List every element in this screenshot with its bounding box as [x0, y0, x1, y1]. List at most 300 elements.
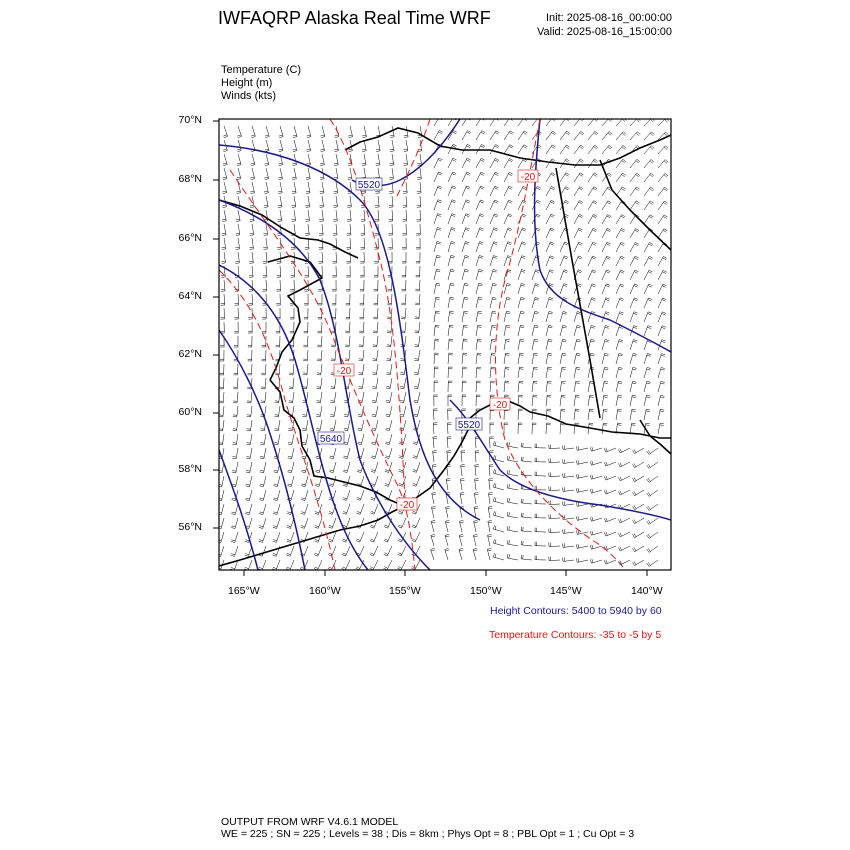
wind-barb — [448, 158, 456, 168]
wind-barb — [246, 434, 252, 445]
wind-barb — [590, 517, 602, 521]
wind-barb — [590, 447, 602, 451]
coastline-canada — [600, 160, 671, 250]
wind-barb — [345, 336, 350, 347]
wind-barb — [233, 420, 238, 431]
lon-label: 150°W — [470, 585, 502, 597]
wind-barb — [476, 269, 483, 280]
wind-barb — [462, 255, 469, 266]
wind-barb — [588, 228, 597, 238]
wind-barb — [288, 434, 294, 445]
wind-barb — [236, 182, 240, 194]
wind-barb — [489, 465, 493, 476]
wind-barb — [320, 154, 324, 166]
wind-barb — [493, 441, 504, 448]
wind-barb — [356, 504, 364, 514]
wind-barb — [504, 158, 513, 168]
wind-barb — [574, 200, 583, 210]
wind-barb — [647, 532, 658, 538]
wind-barb — [279, 140, 283, 152]
wind-barb — [658, 367, 665, 378]
wind-barb — [504, 367, 509, 378]
wind-barb — [602, 145, 612, 154]
wind-barb — [546, 325, 553, 336]
wind-barb — [417, 196, 421, 207]
wind-barb — [521, 499, 532, 504]
wind-barb — [330, 378, 336, 389]
wind-barb — [546, 381, 551, 392]
wind-barb — [217, 504, 224, 515]
wind-barb — [403, 182, 407, 193]
wind-barb — [588, 242, 596, 252]
wind-barb — [301, 462, 308, 473]
wind-barb — [274, 420, 280, 431]
wind-barb — [448, 186, 456, 196]
wind-barb — [221, 280, 225, 291]
wind-barb — [507, 470, 518, 476]
wind-barb — [602, 228, 611, 238]
wind-barb — [602, 312, 609, 322]
wind-barb — [232, 448, 238, 459]
wind-barb — [588, 381, 594, 392]
wind-barb — [398, 476, 406, 486]
wind-barb — [278, 196, 282, 208]
wind-barb — [518, 325, 524, 336]
wind-barb — [448, 311, 454, 322]
wind-barb — [272, 560, 280, 570]
wind-barb — [448, 283, 454, 294]
wind-barb — [504, 325, 510, 336]
wind-barb — [373, 308, 378, 319]
wind-barb — [231, 504, 238, 515]
wind-barb — [314, 518, 322, 528]
wind-barb — [630, 312, 638, 322]
wind-barb — [291, 266, 295, 277]
lon-label: 155°W — [389, 585, 421, 597]
wind-barb — [474, 520, 478, 532]
wind-barb — [493, 483, 504, 490]
wind-barb — [518, 423, 522, 434]
wind-barb — [415, 322, 420, 333]
wind-barb — [504, 172, 513, 182]
wind-barb — [658, 160, 668, 168]
wind-barb — [616, 312, 624, 322]
wind-barb — [434, 228, 441, 238]
wind-barb — [434, 241, 441, 252]
wind-barb — [616, 339, 623, 350]
wind-barb — [490, 353, 495, 364]
wind-barb — [488, 534, 492, 546]
wind-barb — [434, 353, 439, 364]
wind-barb — [434, 172, 442, 182]
wind-barb — [217, 546, 224, 556]
wind-barb — [475, 451, 479, 462]
wind-barb — [532, 284, 539, 294]
wind-barb — [234, 336, 238, 347]
wind-barb — [618, 462, 630, 467]
wind-barb — [387, 336, 392, 347]
wind-barb — [507, 526, 518, 532]
wind-barb — [328, 518, 336, 528]
lon-label: 145°W — [550, 585, 582, 597]
wind-barb — [462, 339, 467, 350]
wind-barb — [333, 196, 337, 207]
wind-barb — [518, 381, 523, 392]
wind-barb — [372, 392, 378, 403]
wind-barb — [576, 474, 588, 478]
wind-barb — [414, 364, 420, 375]
coastline-gulf — [530, 412, 671, 438]
wind-barb — [546, 367, 552, 378]
map-frame — [219, 119, 671, 570]
wind-barb — [303, 378, 308, 389]
wind-barb — [616, 132, 626, 140]
wind-barb — [301, 518, 308, 528]
wind-barb — [264, 182, 268, 194]
wind-barb — [476, 242, 483, 252]
wind-barb — [462, 200, 470, 210]
wind-barb — [602, 215, 611, 224]
wind-barb — [602, 395, 608, 406]
wind-barb — [604, 546, 616, 550]
wind-barb — [475, 465, 479, 476]
wind-barb — [259, 518, 266, 528]
wind-barb — [306, 168, 310, 180]
wind-barb — [434, 409, 438, 420]
wind-barb — [332, 252, 336, 263]
wind-barb — [247, 406, 252, 417]
wind-barb — [370, 560, 378, 570]
wind-barb — [476, 367, 481, 378]
wind-barb — [504, 353, 510, 364]
wind-barb — [400, 378, 406, 389]
wind-barb — [222, 210, 226, 222]
wind-barb — [248, 294, 252, 305]
wind-barb — [507, 540, 518, 546]
wind-barb — [233, 406, 238, 417]
wind-barb — [518, 395, 523, 406]
wind-barb — [616, 353, 623, 364]
wind-barb — [358, 364, 364, 375]
wind-barb — [518, 145, 527, 154]
wind-barb — [574, 242, 582, 252]
wind-barb — [616, 395, 622, 406]
wind-barb — [504, 381, 509, 392]
wind-barb — [462, 325, 468, 336]
wind-barb — [476, 200, 484, 210]
wind-barb — [414, 336, 420, 347]
wind-barb — [383, 560, 392, 570]
wind-barb — [488, 506, 492, 518]
wind-barb — [343, 490, 350, 500]
wind-barb — [518, 367, 523, 378]
wind-barb — [574, 173, 583, 182]
wind-barb — [644, 201, 654, 210]
wind-barb — [403, 196, 407, 207]
wind-barb — [261, 378, 266, 389]
wind-barb — [386, 350, 392, 361]
wind-barb — [356, 560, 364, 570]
wind-barb — [385, 448, 392, 459]
axis-ticks — [213, 121, 647, 576]
wind-barb — [644, 298, 652, 308]
lat-label: 70°N — [178, 114, 202, 126]
wind-barb — [462, 158, 471, 168]
wind-barb — [476, 283, 483, 294]
wind-barb — [462, 297, 468, 308]
wind-barb — [236, 210, 240, 222]
wind-barb — [532, 311, 539, 322]
wind-barb — [535, 500, 546, 504]
wind-barb — [490, 381, 495, 392]
wind-barb — [446, 506, 450, 518]
wind-barb — [532, 270, 539, 280]
wind-barb — [232, 462, 238, 473]
wind-barb — [329, 462, 336, 473]
wind-barb — [616, 381, 622, 392]
wind-barb — [303, 336, 308, 347]
wind-barb — [375, 196, 379, 207]
wind-barb — [630, 159, 640, 168]
wind-barb — [574, 228, 583, 238]
wind-barb — [319, 196, 323, 207]
wind-barb — [518, 228, 526, 238]
wind-barb — [402, 266, 406, 277]
wind-barb — [521, 513, 532, 518]
wind-barb — [361, 210, 365, 221]
wind-barb — [317, 378, 322, 389]
wind-barb — [604, 448, 616, 452]
wind-barb — [630, 215, 639, 224]
wind-barb — [560, 409, 565, 420]
wind-barb — [330, 406, 336, 417]
wind-barb — [507, 512, 518, 518]
temperature-label: -20 — [520, 172, 536, 183]
wind-barb — [247, 364, 252, 375]
wind-barb — [343, 462, 350, 473]
wind-barb — [462, 117, 471, 126]
wind-barb — [304, 266, 308, 277]
wind-barb — [487, 548, 491, 560]
wind-barb — [319, 224, 323, 235]
wind-barb — [647, 518, 658, 524]
wind-barb — [563, 445, 574, 449]
wind-barb — [644, 229, 653, 238]
wind-barb — [293, 126, 297, 138]
wind-barb — [259, 504, 266, 515]
wind-barb — [431, 506, 435, 518]
wind-barb — [372, 420, 378, 431]
init-time: Init: 2025-08-16_00:00:00 — [546, 12, 672, 24]
wind-barb — [389, 168, 393, 179]
wind-barb — [507, 554, 518, 560]
wind-barb — [417, 154, 421, 165]
wind-barb — [231, 546, 238, 556]
wind-barb — [644, 146, 654, 154]
wind-barb — [644, 270, 653, 280]
wind-barb — [373, 322, 378, 333]
wind-barb — [560, 173, 569, 182]
wind-barb — [546, 297, 553, 308]
wind-barb — [398, 546, 406, 556]
wind-barb — [246, 448, 252, 459]
wind-barb — [263, 280, 267, 291]
wind-barb — [549, 459, 560, 463]
wind-barb — [658, 215, 667, 224]
wind-barb — [219, 378, 224, 389]
wind-barb — [276, 280, 280, 291]
wind-barb — [658, 146, 668, 154]
wind-barb — [359, 308, 364, 319]
wind-barb — [535, 514, 546, 518]
wind-barb — [658, 409, 664, 420]
wind-barb — [263, 266, 267, 277]
wind-barb — [289, 378, 294, 389]
wind-barb — [546, 395, 551, 406]
wind-barb — [616, 173, 626, 182]
wind-barb — [342, 546, 350, 556]
wind-barb — [221, 252, 225, 263]
wind-barb — [546, 409, 551, 420]
wind-barb — [434, 311, 440, 322]
wind-barb — [222, 182, 226, 194]
wind-barb — [273, 476, 280, 487]
wind-barb — [331, 350, 336, 361]
wind-barb — [588, 159, 598, 168]
wind-barb — [618, 546, 630, 551]
wind-barb — [563, 529, 574, 533]
wind-barb — [588, 214, 597, 224]
wind-barb — [307, 126, 311, 138]
wind-barb — [616, 159, 626, 168]
wind-barb — [563, 487, 574, 491]
wind-barb — [370, 518, 378, 528]
wind-barb — [574, 353, 580, 364]
wind-barb — [504, 145, 513, 154]
wind-barb — [248, 350, 252, 361]
wind-barb — [490, 117, 499, 126]
wind-barb — [345, 350, 350, 361]
wind-barb — [658, 270, 667, 280]
wind-barb — [448, 228, 455, 238]
wind-barb — [476, 186, 484, 196]
wind-barb — [473, 548, 477, 560]
wind-barb — [247, 392, 252, 403]
lat-label: 64°N — [178, 290, 202, 302]
wind-barb — [633, 518, 644, 524]
wind-barb — [460, 492, 464, 504]
wind-barb — [521, 443, 532, 448]
wind-barb — [602, 423, 607, 434]
wind-barb — [319, 210, 323, 221]
wind-barb — [644, 354, 651, 364]
wind-barb — [532, 395, 537, 406]
wind-barb — [560, 395, 565, 406]
wind-barb — [588, 270, 596, 280]
wind-barb — [274, 406, 280, 417]
wind-barb — [588, 145, 598, 154]
wind-barb — [245, 546, 252, 556]
wind-barb — [412, 532, 420, 542]
wind-barb — [490, 283, 497, 294]
wind-barb — [462, 242, 469, 252]
wind-barb — [644, 367, 651, 378]
wind-barb — [563, 459, 574, 463]
wind-barb — [234, 322, 238, 333]
wind-barb — [630, 298, 638, 308]
wind-barb — [448, 200, 456, 210]
wind-barb — [602, 242, 611, 252]
wind-barb — [574, 339, 581, 350]
wind-barb — [334, 182, 338, 193]
wind-barb — [588, 409, 593, 420]
wind-barb — [235, 252, 239, 263]
wind-barb — [356, 532, 364, 542]
wind-barb — [434, 200, 442, 210]
wind-barb — [434, 381, 438, 392]
wind-barb — [493, 553, 504, 560]
wind-barb — [222, 224, 226, 236]
wind-barb — [504, 117, 514, 126]
wind-barb — [358, 420, 364, 431]
wind-barb — [658, 298, 666, 308]
wind-barb — [590, 559, 602, 563]
wind-barb — [386, 392, 392, 403]
wind-barb — [334, 168, 338, 180]
wind-barb — [462, 381, 466, 392]
wind-barb — [560, 256, 568, 266]
wind-barb — [647, 546, 658, 552]
wind-barb — [549, 487, 560, 491]
wind-barb — [535, 542, 546, 546]
wind-barb — [518, 242, 526, 252]
wind-barb — [549, 543, 560, 547]
wind-barb — [576, 544, 588, 548]
wind-barb — [329, 476, 336, 487]
wind-barb — [235, 294, 239, 305]
wind-barb — [549, 473, 560, 477]
wind-barb — [318, 294, 322, 305]
wind-barb — [347, 224, 351, 235]
wind-barb — [248, 322, 252, 333]
wind-barb — [221, 294, 225, 305]
wind-barb — [251, 154, 255, 166]
wind-barb — [633, 560, 644, 566]
wind-barb — [658, 187, 668, 196]
wind-barb — [317, 350, 322, 361]
wind-barb — [604, 476, 616, 480]
wind-barb — [616, 367, 623, 378]
wind-barb — [507, 498, 518, 504]
wind-barb — [647, 490, 658, 496]
wind-barb — [359, 336, 364, 347]
wind-barb — [633, 490, 644, 496]
wind-barb — [362, 154, 366, 166]
wind-barb — [372, 364, 378, 375]
wind-barb — [588, 395, 594, 406]
wind-barb — [332, 266, 336, 277]
wind-barb — [334, 140, 338, 152]
wind-barb — [476, 381, 481, 392]
wind-barb — [301, 476, 308, 487]
wind-barb — [588, 173, 597, 182]
wind-barb — [223, 168, 227, 180]
wind-barb — [647, 560, 658, 566]
wind-barb — [400, 406, 406, 417]
wind-barb — [490, 297, 496, 308]
wind-barb — [286, 532, 294, 542]
wind-barb — [602, 298, 610, 308]
